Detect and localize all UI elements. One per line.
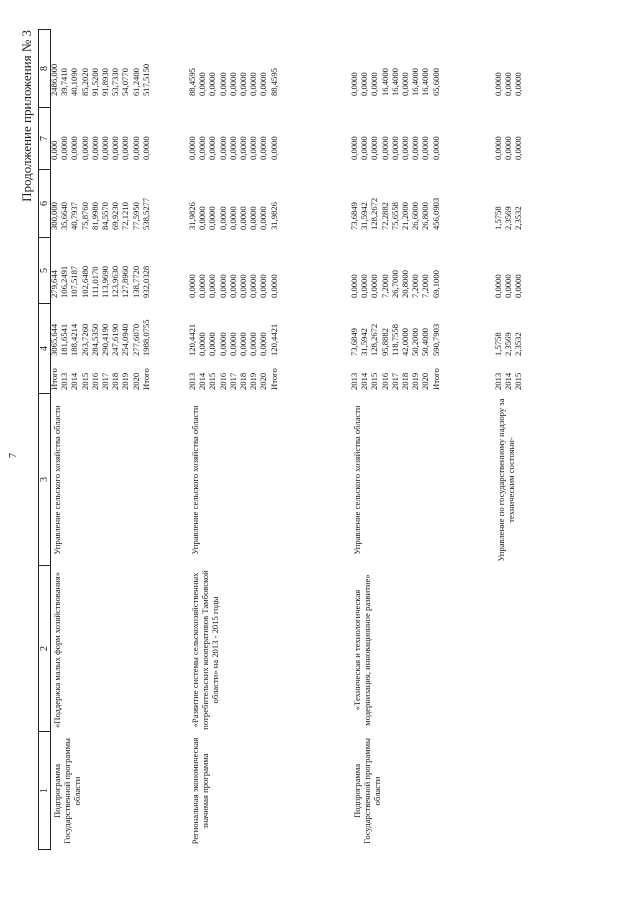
value-extra: 0,0000 <box>400 72 410 96</box>
page-number: 7 <box>8 453 19 458</box>
value-regional: 81,9980 <box>89 202 100 230</box>
value-federal: 111,0170 <box>89 266 100 298</box>
value-extra: 85,2020 <box>79 68 90 96</box>
column-number: 2 <box>39 566 51 732</box>
program-name: «Поддержка малых форм хозяйствования» <box>52 571 62 729</box>
value-local: 0,0000 <box>207 136 218 160</box>
value-extra: 0,0000 <box>227 72 238 96</box>
value-local: 0,0000 <box>349 136 359 160</box>
row-year: 2013 <box>493 372 503 390</box>
value-local: 0,0000 <box>79 136 90 160</box>
value-federal: 0,0000 <box>513 274 524 298</box>
value-extra: 0,0000 <box>369 72 380 96</box>
value-federal: 7,2000 <box>420 274 431 298</box>
row-year: Итого <box>140 368 151 390</box>
row-year: 2014 <box>359 372 370 390</box>
row-year: 2016 <box>89 372 100 390</box>
value-local: 0,0000 <box>379 136 390 160</box>
value-regional: 31,9826 <box>187 202 197 230</box>
value-regional: 0,0000 <box>227 206 238 230</box>
value-extra: 0,0000 <box>238 72 248 96</box>
column-number: 8 <box>39 30 51 108</box>
value-regional: 0,0000 <box>258 206 269 230</box>
row-year: Итого <box>268 368 279 390</box>
value-local: 0,0000 <box>258 136 269 160</box>
program-name: «Техническая и технологическая модернизация, инновационное развитие» <box>352 574 373 726</box>
value-extra: 0,0000 <box>207 72 218 96</box>
value-regional: 73,6849 <box>349 202 359 230</box>
value-federal: 0,0000 <box>268 274 279 298</box>
value-total: 0,0000 <box>197 332 208 356</box>
value-total: 1988,0755 <box>140 319 151 356</box>
value-local: 0,0000 <box>238 136 248 160</box>
value-federal: 0,0000 <box>217 274 228 298</box>
program-name: «Развитие системы сельскохозяйственных потребительских кооперативов Тамбовской области» на 2013 - 2015 годы <box>190 570 221 730</box>
value-federal: 26,7000 <box>389 270 400 298</box>
value-regional: 0,0000 <box>207 206 218 230</box>
program-executor: Управление сельского хозяйства области <box>352 405 362 555</box>
value-regional: 0,0000 <box>217 206 228 230</box>
value-federal: 20,8000 <box>400 270 410 298</box>
value-total: 0,0000 <box>217 332 228 356</box>
value-regional: 35,6640 <box>59 202 70 230</box>
row-year: 2015 <box>513 372 524 390</box>
value-extra: 40,1090 <box>69 68 80 96</box>
value-total: 50,4000 <box>420 328 431 356</box>
value-total: 50,2000 <box>410 328 421 356</box>
value-local: 0,0000 <box>369 136 380 160</box>
value-local: 0,0000 <box>100 136 110 160</box>
value-federal: 932,0328 <box>140 265 151 298</box>
value-federal: 0,0000 <box>227 274 238 298</box>
program-executor: Управление сельского хозяйства области <box>52 405 62 555</box>
value-extra: 61,2400 <box>130 68 141 96</box>
value-regional: 31,5942 <box>359 202 370 230</box>
value-total: 31,5942 <box>359 328 370 356</box>
value-total: 73,6849 <box>349 328 359 356</box>
value-federal: 69,1000 <box>430 270 441 298</box>
row-year: 2013 <box>349 372 359 390</box>
row-year: 2013 <box>59 372 70 390</box>
value-total: 0,0000 <box>227 332 238 356</box>
value-local: 0,0000 <box>187 136 197 160</box>
value-regional: 2,3532 <box>513 206 524 230</box>
row-year: 2015 <box>369 372 380 390</box>
row-year: 2018 <box>400 372 410 390</box>
value-total: 277,6070 <box>130 323 141 356</box>
value-total: 0,0000 <box>258 332 269 356</box>
value-federal: 0,0000 <box>493 274 503 298</box>
value-local: 0,0000 <box>513 136 524 160</box>
value-regional: 72,1210 <box>120 202 131 230</box>
value-federal: 0,0000 <box>248 274 259 298</box>
value-extra: 2486,000 <box>49 63 59 96</box>
row-year: 2020 <box>420 372 431 390</box>
program-executor: Управление по государственному надзору за техническим состояни- <box>496 398 517 562</box>
value-regional: 40,7937 <box>69 202 80 230</box>
value-regional: 75,8760 <box>79 202 90 230</box>
value-total: 188,4214 <box>69 323 80 356</box>
value-federal: 0,0000 <box>359 274 370 298</box>
value-regional: 26,8000 <box>420 202 431 230</box>
value-total: 2,3532 <box>513 332 524 356</box>
value-total: 263,7260 <box>79 323 90 356</box>
row-year: Итого <box>49 368 59 390</box>
value-total: 95,8882 <box>379 328 390 356</box>
value-total: 0,0000 <box>238 332 248 356</box>
value-total: 254,0940 <box>120 323 131 356</box>
program-type: Подпрограмма Государственной программы области <box>52 738 83 844</box>
value-local: 0,0000 <box>217 136 228 160</box>
value-federal: 138,7720 <box>130 265 141 298</box>
value-regional: 128,2672 <box>369 197 380 230</box>
value-local: 0,0000 <box>430 136 441 160</box>
value-federal: 127,8960 <box>120 265 131 298</box>
value-total: 2,3569 <box>503 332 514 356</box>
column-number: 7 <box>39 108 51 170</box>
value-extra: 0,0000 <box>503 72 514 96</box>
value-regional: 300,000 <box>49 202 59 230</box>
value-extra: 54,0770 <box>120 68 131 96</box>
value-total: 120,4421 <box>187 323 197 356</box>
value-federal: 113,9690 <box>100 266 110 298</box>
value-local: 0,0000 <box>89 136 100 160</box>
value-federal: 7,2000 <box>410 274 421 298</box>
value-federal: 0,0000 <box>503 274 514 298</box>
value-federal: 107,5187 <box>69 265 80 298</box>
value-regional: 0,0000 <box>248 206 259 230</box>
row-year: 2015 <box>79 372 90 390</box>
value-local: 0,0000 <box>400 136 410 160</box>
value-extra: 88,4595 <box>268 68 279 96</box>
value-extra: 16,4000 <box>379 68 390 96</box>
value-total: 128,2672 <box>369 323 380 356</box>
value-total: 181,6541 <box>59 323 70 356</box>
value-federal: 0,0000 <box>369 274 380 298</box>
value-extra: 39,7410 <box>59 68 70 96</box>
value-local: 0,0000 <box>493 136 503 160</box>
row-year: 2017 <box>227 372 238 390</box>
row-year: 2017 <box>389 372 400 390</box>
value-local: 0,0000 <box>389 136 400 160</box>
value-total: 118,7558 <box>389 324 400 356</box>
value-total: 0,0000 <box>207 332 218 356</box>
value-extra: 517,5150 <box>140 63 151 96</box>
value-local: 0,0000 <box>69 136 80 160</box>
value-regional: 2,3569 <box>503 206 514 230</box>
value-local: 0,0000 <box>268 136 279 160</box>
row-year: Итого <box>430 368 441 390</box>
value-extra: 0,0000 <box>248 72 259 96</box>
value-local: 0,0000 <box>59 136 70 160</box>
value-total: 290,4190 <box>100 323 110 356</box>
value-regional: 77,5950 <box>130 202 141 230</box>
value-federal: 0,0000 <box>349 274 359 298</box>
value-extra: 16,4000 <box>420 68 431 96</box>
value-local: 0,0000 <box>120 136 131 160</box>
value-federal: 123,9630 <box>110 265 121 298</box>
row-year: 2018 <box>110 372 121 390</box>
value-total: 247,6190 <box>110 323 121 356</box>
value-local: 0,0000 <box>140 136 151 160</box>
value-local: 0,0000 <box>420 136 431 160</box>
value-total: 42,0000 <box>400 328 410 356</box>
value-regional: 26,6000 <box>410 202 421 230</box>
continuation-header: Продолжение приложения № 3 <box>19 30 34 202</box>
value-regional: 1,5758 <box>493 206 503 230</box>
value-total: 120,4421 <box>268 323 279 356</box>
row-year: 2015 <box>207 372 218 390</box>
value-federal: 0,0000 <box>258 274 269 298</box>
value-regional: 84,5570 <box>100 202 110 230</box>
row-year: 2016 <box>217 372 228 390</box>
value-extra: 0,0000 <box>217 72 228 96</box>
value-extra: 0,0000 <box>493 72 503 96</box>
row-year: 2019 <box>120 372 131 390</box>
column-number: 4 <box>39 304 51 394</box>
value-local: 0,0000 <box>248 136 259 160</box>
value-federal: 0,0000 <box>187 274 197 298</box>
column-number: 6 <box>39 170 51 238</box>
value-federal: 7,2000 <box>379 274 390 298</box>
value-extra: 16,4000 <box>410 68 421 96</box>
value-regional: 69,9230 <box>110 202 121 230</box>
value-extra: 53,7330 <box>110 68 121 96</box>
value-regional: 21,2000 <box>400 202 410 230</box>
value-extra: 0,0000 <box>513 72 524 96</box>
row-year: 2018 <box>238 372 248 390</box>
value-extra: 0,0000 <box>349 72 359 96</box>
row-year: 2019 <box>410 372 421 390</box>
value-federal: 0,0000 <box>197 274 208 298</box>
value-local: 0,000 <box>49 140 59 160</box>
value-regional: 538,5277 <box>140 197 151 230</box>
document-sheet <box>8 30 606 850</box>
value-local: 0,0000 <box>410 136 421 160</box>
row-year: 2014 <box>197 372 208 390</box>
value-total: 0,0000 <box>248 332 259 356</box>
value-federal: 0,0000 <box>207 274 218 298</box>
value-regional: 72,2882 <box>379 202 390 230</box>
program-type: Подпрограмма Государственной программы области <box>352 738 383 844</box>
row-year: 2013 <box>187 372 197 390</box>
value-regional: 31,9826 <box>268 202 279 230</box>
value-local: 0,0000 <box>503 136 514 160</box>
value-local: 0,0000 <box>197 136 208 160</box>
row-year: 2014 <box>503 372 514 390</box>
value-local: 0,0000 <box>227 136 238 160</box>
value-total: 284,5350 <box>89 323 100 356</box>
row-year: 2014 <box>69 372 80 390</box>
value-extra: 88,4595 <box>187 68 197 96</box>
value-extra: 0,0000 <box>258 72 269 96</box>
value-extra: 0,0000 <box>197 72 208 96</box>
row-year: 2019 <box>248 372 259 390</box>
value-regional: 0,0000 <box>238 206 248 230</box>
value-federal: 102,6480 <box>79 265 90 298</box>
value-local: 0,0000 <box>110 136 121 160</box>
row-year: 2017 <box>100 372 110 390</box>
value-extra: 0,0000 <box>359 72 370 96</box>
value-local: 0,0000 <box>359 136 370 160</box>
value-extra: 16,4000 <box>389 68 400 96</box>
row-year: 2016 <box>379 372 390 390</box>
column-number: 5 <box>39 238 51 304</box>
value-total: 1,5758 <box>493 332 503 356</box>
program-type: Региональная экономическая значимая программа <box>190 737 211 845</box>
value-extra: 91,8930 <box>100 68 110 96</box>
value-regional: 456,0903 <box>430 197 441 230</box>
value-extra: 91,5200 <box>89 68 100 96</box>
value-federal: 279,644 <box>49 270 59 298</box>
value-total: 3065,644 <box>49 323 59 356</box>
column-number: 3 <box>39 394 51 566</box>
program-executor: Управление сельского хозяйства области <box>190 405 200 555</box>
row-year: 2020 <box>130 372 141 390</box>
value-federal: 0,0000 <box>238 274 248 298</box>
value-federal: 106,2491 <box>59 265 70 298</box>
value-local: 0,0000 <box>130 136 141 160</box>
value-regional: 75,6558 <box>389 202 400 230</box>
column-number: 1 <box>39 732 51 850</box>
value-regional: 0,0000 <box>197 206 208 230</box>
value-total: 590,7903 <box>430 323 441 356</box>
row-year: 2020 <box>258 372 269 390</box>
value-extra: 65,6000 <box>430 68 441 96</box>
